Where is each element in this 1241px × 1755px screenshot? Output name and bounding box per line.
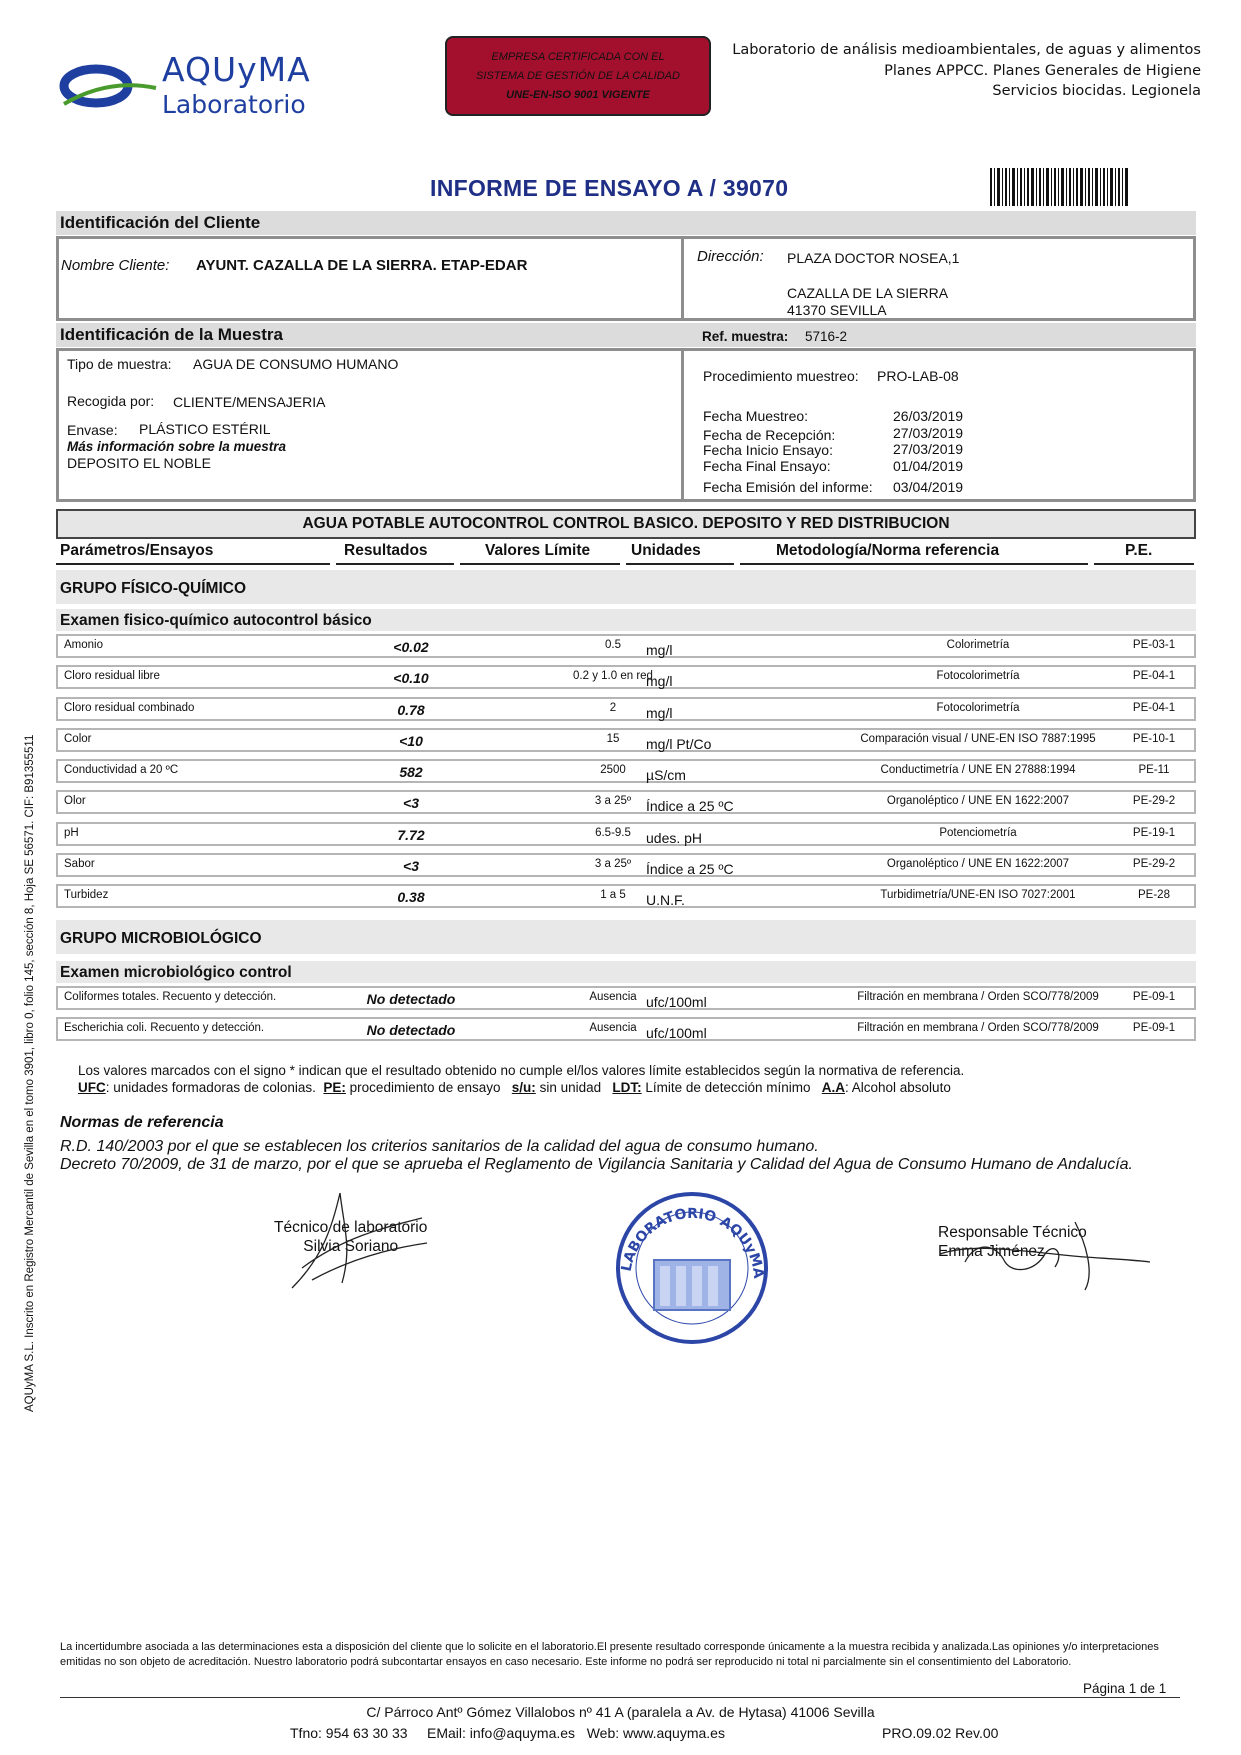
method-value: Colorimetría xyxy=(946,639,1010,651)
client-name-label: Nombre Cliente: xyxy=(61,257,170,274)
result-value: No detectado xyxy=(366,991,456,1007)
collected-by-value: CLIENTE/MENSAJERIA xyxy=(173,394,326,410)
column-underline xyxy=(740,563,1088,565)
cert-line: SISTEMA DE GESTIÓN DE LA CALIDAD xyxy=(476,70,680,82)
limit-value: 15 xyxy=(606,733,620,745)
client-frame xyxy=(56,236,1196,321)
param-name: Amonio xyxy=(64,639,103,651)
client-section-title: Identificación del Cliente xyxy=(56,211,1196,235)
signature-scribble-icon xyxy=(935,1212,1155,1292)
date-label: Fecha Emisión del informe: xyxy=(703,479,873,495)
abbr-text: : unidades formadoras de colonias. xyxy=(105,1080,316,1095)
registry-side-text: AQUyMA S.L. Inscrito en Registro Mercantil de Sevilla en el tomo 3901, libro 0, folio 145, sección 8, Hoja SE 56571. CIF: B91355511 xyxy=(24,734,36,1412)
abbr-key: s/u: xyxy=(511,1080,536,1095)
signature-role: Técnico de laboratorio xyxy=(274,1219,428,1236)
lab-info-line: Planes APPCC. Planes Generales de Higiene xyxy=(884,62,1201,79)
divider xyxy=(681,239,684,319)
column-header: Metodología/Norma referencia xyxy=(776,542,1000,559)
procedure-value: PRO-LAB-08 xyxy=(877,368,959,384)
date-value: 03/04/2019 xyxy=(893,479,964,495)
unit-value: Índice a 25 ºC xyxy=(646,798,734,814)
method-value: Filtración en membrana / Orden SCO/778/2009 xyxy=(857,1022,1099,1034)
table-row xyxy=(56,1017,1196,1041)
abbr-text: Límite de detección mínimo xyxy=(641,1080,811,1095)
method-value: Filtración en membrana / Orden SCO/778/2009 xyxy=(857,991,1099,1003)
footer-doc-code: PRO.09.02 Rev.00 xyxy=(882,1725,999,1741)
footer-disclaimer: La incertidumbre asociada a las determinaciones esta a disposición del cliente que lo solicite en el laboratorio.El presente resultado corresponde únicamente a la muestra recibida y analizada.Las opiniones y/o interpretaciones emitidas no son objeto de acreditación. Nuestro laboratorio podrá subcontartar ensayos en caso necesario. Este informe no podrá ser reproducido ni total ni parcialmente sin el consentimiento del Laboratorio. xyxy=(60,1641,1159,1668)
param-name: Conductividad a 20 ºC xyxy=(64,764,179,776)
limit-value: Ausencia xyxy=(589,991,637,1003)
notes-line: Los valores marcados con el signo * indican que el resultado obtenido no cumple el/los valores límite establecidos según la normativa de referencia. xyxy=(78,1063,965,1078)
normas-line: Decreto 70/2009, de 31 de marzo, por el que se aprueba el Reglamento de Vigilancia Sanitaria y Calidad del Agua de Consumo Humano de Andalucía. xyxy=(60,1156,1133,1173)
group-header-physicochemical: GRUPO FÍSICO-QUÍMICO xyxy=(56,570,1196,604)
table-row xyxy=(56,822,1196,846)
result-value: <3 xyxy=(403,795,419,811)
unit-value: udes. pH xyxy=(646,830,703,846)
pe-value: PE-04-1 xyxy=(1132,702,1176,714)
method-value: Potenciometría xyxy=(939,827,1017,839)
unit-value: mg/l Pt/Co xyxy=(646,736,712,752)
method-value: Comparación visual / UNE-EN ISO 7887:1995 xyxy=(860,733,1096,745)
container-label: Envase: xyxy=(67,422,118,438)
sample-type-label: Tipo de muestra: xyxy=(67,356,172,372)
limit-value: 6.5-9.5 xyxy=(595,827,631,839)
limit-value: 2 xyxy=(609,702,617,714)
divider xyxy=(681,351,684,500)
method-value: Turbidimetría/UNE-EN ISO 7027:2001 xyxy=(880,889,1076,901)
abbr-key: LDT: xyxy=(612,1080,642,1095)
table-row xyxy=(56,665,1196,689)
table-row xyxy=(56,634,1196,658)
column-underline xyxy=(336,563,454,565)
abbreviations-line xyxy=(78,1079,964,1096)
container-value: PLÁSTICO ESTÉRIL xyxy=(139,421,271,437)
footer-divider xyxy=(60,1697,1180,1698)
more-info-value: DEPOSITO EL NOBLE xyxy=(67,455,211,471)
sample-section-label: Identificación de la Muestra xyxy=(60,325,283,344)
signature-name: Emma Jiménez xyxy=(938,1243,1045,1260)
date-value: 26/03/2019 xyxy=(893,408,964,424)
pe-value: PE-29-2 xyxy=(1132,795,1176,807)
param-name: Turbidez xyxy=(64,889,109,901)
param-name: Coliformes totales. Recuento y detección. xyxy=(64,991,277,1003)
notes-block xyxy=(78,1062,964,1096)
barcode-icon xyxy=(990,168,1130,206)
pe-value: PE-11 xyxy=(1138,764,1170,776)
abbr-key: PE: xyxy=(323,1080,346,1095)
signature-name: Silvia Soriano xyxy=(303,1238,399,1255)
table-row xyxy=(56,697,1196,721)
pe-value: PE-09-1 xyxy=(1132,991,1176,1003)
sample-frame xyxy=(56,348,1196,502)
pe-value: PE-19-1 xyxy=(1132,827,1176,839)
footer-contact: Tfno: 954 63 30 33 EMail: info@aquyma.es Web: www.aquyma.es xyxy=(290,1725,725,1741)
result-value: <10 xyxy=(399,733,423,749)
lab-stamp-icon xyxy=(610,1188,774,1348)
unit-value: Índice a 25 ºC xyxy=(646,861,734,877)
method-value: Fotocolorimetría xyxy=(936,670,1020,682)
table-row xyxy=(56,986,1196,1010)
company-logo xyxy=(58,50,318,130)
date-value: 01/04/2019 xyxy=(893,458,964,474)
normas-block xyxy=(60,1138,1133,1174)
signature-role: Responsable Técnico xyxy=(938,1224,1087,1241)
limit-value: 1 a 5 xyxy=(600,889,626,901)
date-label: Fecha Final Ensayo: xyxy=(703,458,831,474)
result-value: 0.38 xyxy=(397,889,425,905)
address-line: 41370 SEVILLA xyxy=(787,302,887,318)
date-label: Fecha Muestreo: xyxy=(703,408,809,424)
param-name: Cloro residual libre xyxy=(64,670,160,682)
lab-description xyxy=(681,40,1201,102)
unit-value: mg/l xyxy=(646,673,673,689)
sample-section-title xyxy=(56,323,1196,347)
cert-line: EMPRESA CERTIFICADA CON EL xyxy=(491,51,665,63)
date-value: 27/03/2019 xyxy=(893,425,964,441)
address-line: CAZALLA DE LA SIERRA xyxy=(787,285,949,301)
param-name: Sabor xyxy=(64,858,95,870)
address-label: Dirección: xyxy=(697,248,764,265)
result-value: <3 xyxy=(403,858,419,874)
lab-info-line: Servicios biocidas. Legionela xyxy=(992,83,1201,99)
result-value: <0.02 xyxy=(393,639,429,655)
cert-line: UNE-EN-ISO 9001 VIGENTE xyxy=(506,89,650,101)
abbr-text: procedimiento de ensayo xyxy=(345,1080,501,1095)
footer-address: C/ Párroco Antº Gómez Villalobos nº 41 A (paralela a Av. de Hytasa) 41006 Sevilla xyxy=(366,1704,875,1720)
column-underline xyxy=(626,563,734,565)
address-line: PLAZA DOCTOR NOSEA,1 xyxy=(787,250,960,266)
sample-ref-value: 5716-2 xyxy=(805,329,848,344)
certification-badge xyxy=(445,36,711,116)
pe-value: PE-10-1 xyxy=(1132,733,1176,745)
result-value: 582 xyxy=(399,764,423,780)
pe-value: PE-28 xyxy=(1138,889,1170,901)
date-label: Fecha Inicio Ensayo: xyxy=(703,442,833,458)
date-value: 27/03/2019 xyxy=(893,441,964,457)
sample-type-value: AGUA DE CONSUMO HUMANO xyxy=(193,356,399,372)
param-name: Color xyxy=(64,733,92,745)
column-underline xyxy=(460,563,620,565)
method-value: Organoléptico / UNE EN 1622:2007 xyxy=(886,795,1070,807)
abbr-text: : Alcohol absoluto xyxy=(845,1080,951,1095)
param-name: Escherichia coli. Recuento y detección. xyxy=(64,1022,265,1034)
param-name: Cloro residual combinado xyxy=(64,702,195,714)
signature-scribble-icon xyxy=(282,1188,432,1298)
table-row xyxy=(56,853,1196,877)
limit-value: 2500 xyxy=(600,764,626,776)
abbr-text: sin unidad xyxy=(535,1080,602,1095)
method-value: Fotocolorimetría xyxy=(936,702,1020,714)
more-info-label: Más información sobre la muestra xyxy=(67,439,287,454)
result-value: 0.78 xyxy=(397,702,425,718)
result-value: 7.72 xyxy=(397,827,425,843)
result-value: <0.10 xyxy=(393,670,429,686)
collected-by-label: Recogida por: xyxy=(67,393,155,409)
unit-value: ufc/100ml xyxy=(646,994,707,1010)
pe-value: PE-29-2 xyxy=(1132,858,1176,870)
logo-swoosh-icon xyxy=(58,58,158,118)
table-row xyxy=(56,728,1196,752)
column-underline xyxy=(1094,563,1194,565)
normas-title: Normas de referencia xyxy=(60,1114,224,1131)
table-row xyxy=(56,790,1196,814)
procedure-label: Procedimiento muestreo: xyxy=(703,368,859,384)
column-header: P.E. xyxy=(1125,542,1153,559)
column-underline xyxy=(56,563,330,565)
method-value: Conductimetría / UNE EN 27888:1994 xyxy=(880,764,1076,776)
limit-value: 0.2 y 1.0 en red xyxy=(573,670,653,682)
pe-value: PE-04-1 xyxy=(1132,670,1176,682)
column-header: Valores Límite xyxy=(485,542,591,559)
limit-value: Ausencia xyxy=(589,1022,637,1034)
method-value: Organoléptico / UNE EN 1622:2007 xyxy=(886,858,1070,870)
pe-value: PE-03-1 xyxy=(1132,639,1176,651)
lab-info-line: Laboratorio de análisis medioambientales, de aguas y alimentos xyxy=(732,42,1201,58)
stamp-text: LABORATORIO AQUyMA xyxy=(618,1205,767,1280)
unit-value: mg/l xyxy=(646,705,673,721)
group-header-microbiological: GRUPO MICROBIOLÓGICO xyxy=(56,920,1196,954)
limit-value: 3 a 25º xyxy=(594,795,632,807)
client-name-value: AYUNT. CAZALLA DE LA SIERRA. ETAP-EDAR xyxy=(196,257,528,274)
unit-value: ufc/100ml xyxy=(646,1025,707,1041)
normas-line: R.D. 140/2003 por el que se establecen los criterios sanitarios de la calidad del agua de consumo humano. xyxy=(60,1138,819,1155)
abbr-key: UFC xyxy=(78,1080,106,1095)
sample-ref-label: Ref. muestra: xyxy=(702,329,789,344)
exam-header: Examen fisico-químico autocontrol básico xyxy=(56,609,1196,631)
column-header: Parámetros/Ensayos xyxy=(60,542,214,559)
abbr-key: A.A xyxy=(821,1080,845,1095)
date-label: Fecha de Recepción: xyxy=(703,427,836,443)
table-row xyxy=(56,759,1196,783)
logo-name: AQUyMA xyxy=(162,50,311,89)
exam-header: Examen microbiológico control xyxy=(56,961,1196,983)
logo-subtitle: Laboratorio xyxy=(162,90,306,119)
unit-value: U.N.F. xyxy=(646,892,685,908)
column-header: Resultados xyxy=(344,542,428,559)
unit-value: mg/l xyxy=(646,642,673,658)
table-row xyxy=(56,884,1196,908)
param-name: Olor xyxy=(64,795,86,807)
analysis-title-band: AGUA POTABLE AUTOCONTROL CONTROL BASICO. DEPOSITO Y RED DISTRIBUCION xyxy=(56,509,1196,539)
limit-value: 3 a 25º xyxy=(594,858,632,870)
pe-value: PE-09-1 xyxy=(1132,1022,1176,1034)
result-value: No detectado xyxy=(366,1022,456,1038)
param-name: pH xyxy=(64,827,79,839)
page-number: Página 1 de 1 xyxy=(1083,1681,1167,1696)
unit-value: µS/cm xyxy=(646,767,686,783)
column-header: Unidades xyxy=(631,542,701,559)
report-title: INFORME DE ENSAYO A / 39070 xyxy=(430,175,789,201)
limit-value: 0.5 xyxy=(605,639,621,651)
